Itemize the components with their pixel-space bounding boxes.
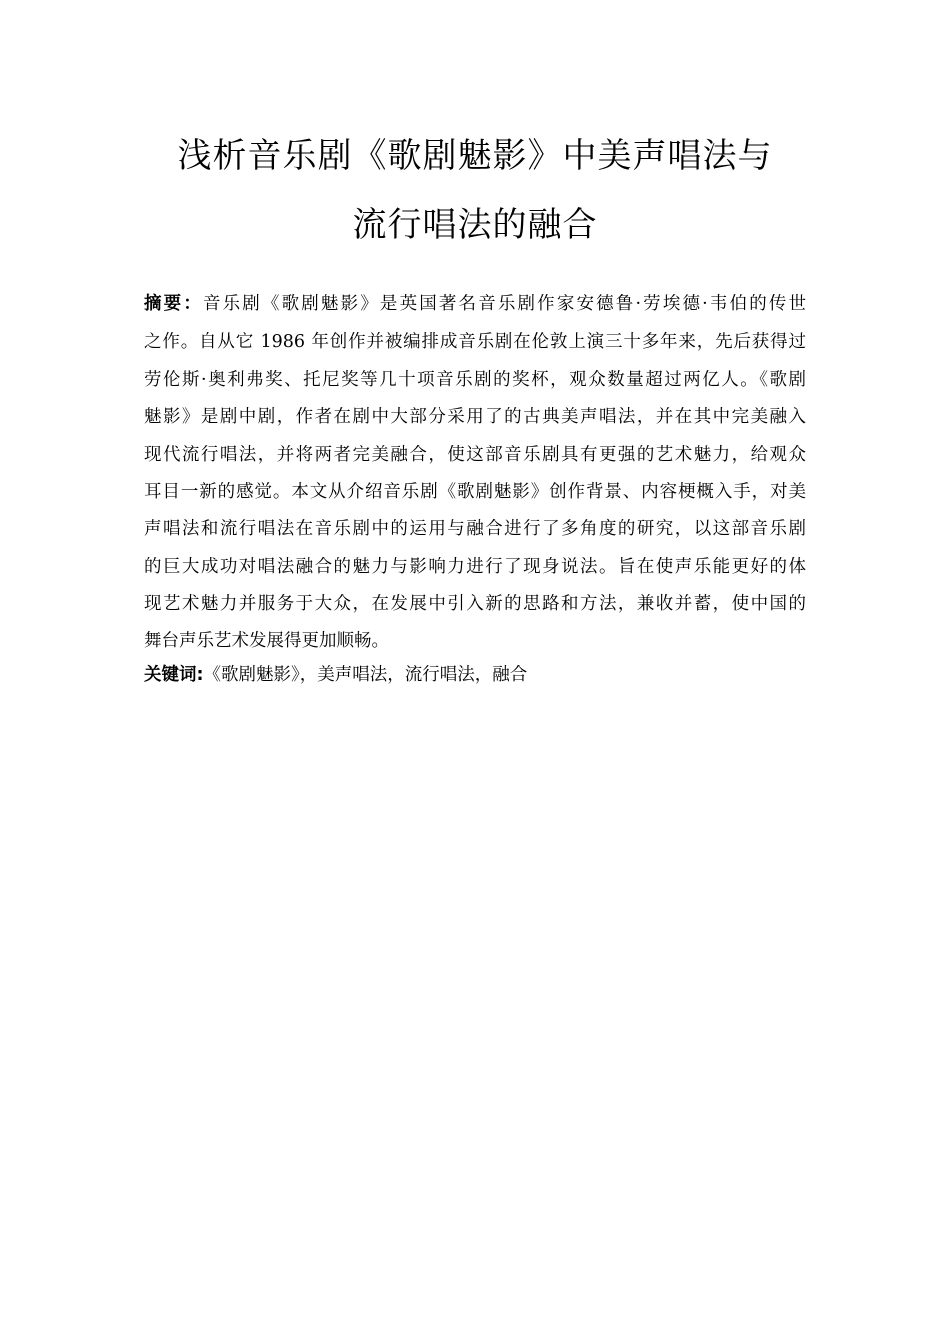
abstract-line-9: 现艺术魅力并服务于大众，在发展中引入新的思路和方法，兼收并蓄，使中国的 <box>144 594 806 614</box>
title-line-2: 流行唱法的融合 <box>352 205 598 245</box>
abstract-line-3: 劳伦斯·奥利弗奖、托尼奖等几十项音乐剧的奖杯，观众数量超过两亿人。《歌剧 <box>144 370 806 390</box>
keywords-text: 《歌剧魅影》，美声唱法，流行唱法，融合 <box>203 665 528 685</box>
abstract-line-4: 魅影》是剧中剧，作者在剧中大部分采用了的古典美声唱法，并在其中完美融入 <box>144 407 806 427</box>
abstract-text-line: 音乐剧《歌剧魅影》是英国著名音乐剧作家安德鲁·劳埃德·韦伯的传世 <box>202 294 807 314</box>
abstract-line-2: 之作。自从它 1986 年创作并被编排成音乐剧在伦敦上演三十多年来，先后获得过 <box>144 332 806 352</box>
title-line-1: 浅析音乐剧《歌剧魅影》中美声唱法与 <box>177 136 773 176</box>
abstract-line-8: 的巨大成功对唱法融合的魅力与影响力进行了现身说法。旨在使声乐能更好的体 <box>144 557 806 577</box>
abstract-line-6: 耳目一新的感觉。本文从介绍音乐剧《歌剧魅影》创作背景、内容梗概入手，对美 <box>144 482 806 502</box>
abstract-line-1 <box>144 293 806 315</box>
abstract-line-5: 现代流行唱法，并将两者完美融合，使这部音乐剧具有更强的艺术魅力，给观众 <box>144 445 806 465</box>
keywords-label: 关键词: <box>144 665 204 685</box>
abstract-label: 摘要： <box>144 294 203 314</box>
abstract-line-7: 声唱法和流行唱法在音乐剧中的运用与融合进行了多角度的研究，以这部音乐剧 <box>144 519 806 539</box>
abstract-line-10: 舞台声乐艺术发展得更加顺畅。 <box>144 631 389 651</box>
keywords-line <box>144 664 527 686</box>
